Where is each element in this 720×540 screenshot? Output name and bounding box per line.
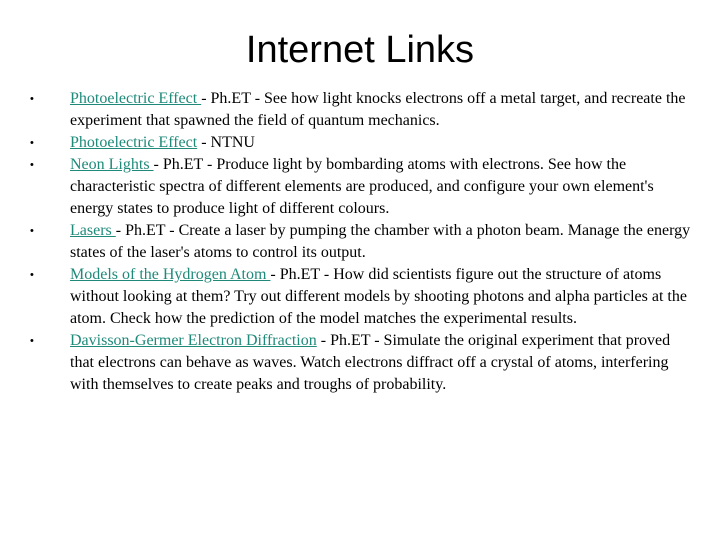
list-item-davisson-germer: [24, 330, 694, 396]
list-item-hydrogen-atom: [24, 264, 694, 330]
links-list: [24, 88, 694, 396]
item-description: - Ph.ET - Produce light by bombarding atoms with electrons. See how the characteristic spectra of different elements are produced, and configure your own element's energy states to produce light of different colours.: [70, 156, 654, 217]
item-description: - Ph.ET - See how light knocks electrons off a metal target, and recreate the experiment that spawned the field of quantum mechanics.: [70, 90, 686, 129]
item-description: - Ph.ET - Create a laser by pumping the chamber with a photon beam. Manage the energy states of the laser's atoms to control its output.: [70, 222, 691, 261]
bullet-icon: •: [30, 335, 34, 347]
lasers-link[interactable]: Lasers: [70, 222, 116, 239]
photoelectric-effect-phet-link[interactable]: Photoelectric Effect: [70, 90, 202, 107]
item-description: - Ph.ET - Simulate the original experiment that proved that electrons can behave as waves. Watch electrons diffract off a crystal of atoms, interfering with themselves to create peaks and troughs of probability.: [70, 332, 671, 393]
list-item-photoelectric-phet: [24, 88, 694, 132]
item-description: - Ph.ET - How did scientists figure out the structure of atoms without looking at them? Try out different models by shooting photons and alpha particles at the atom. Check how the prediction of the model matches the experimental results.: [70, 266, 687, 327]
slide-title: Internet Links: [245, 29, 475, 71]
bullet-icon: •: [30, 269, 34, 281]
neon-lights-link[interactable]: Neon Lights: [70, 156, 154, 173]
bullet-icon: •: [30, 137, 34, 149]
models-of-hydrogen-atom-link[interactable]: Models of the Hydrogen Atom: [70, 266, 271, 283]
davisson-germer-link[interactable]: Davisson-Germer Electron Diffraction: [70, 332, 317, 349]
bullet-icon: •: [30, 159, 34, 171]
photoelectric-effect-ntnu-link[interactable]: Photoelectric Effect: [70, 134, 198, 151]
bullet-icon: •: [30, 225, 34, 237]
list-item-lasers: [24, 220, 694, 264]
bullet-icon: •: [30, 93, 34, 105]
list-item-neon-lights: [24, 154, 694, 220]
item-description: - NTNU: [197, 134, 255, 151]
list-item-photoelectric-ntnu: [24, 132, 694, 154]
